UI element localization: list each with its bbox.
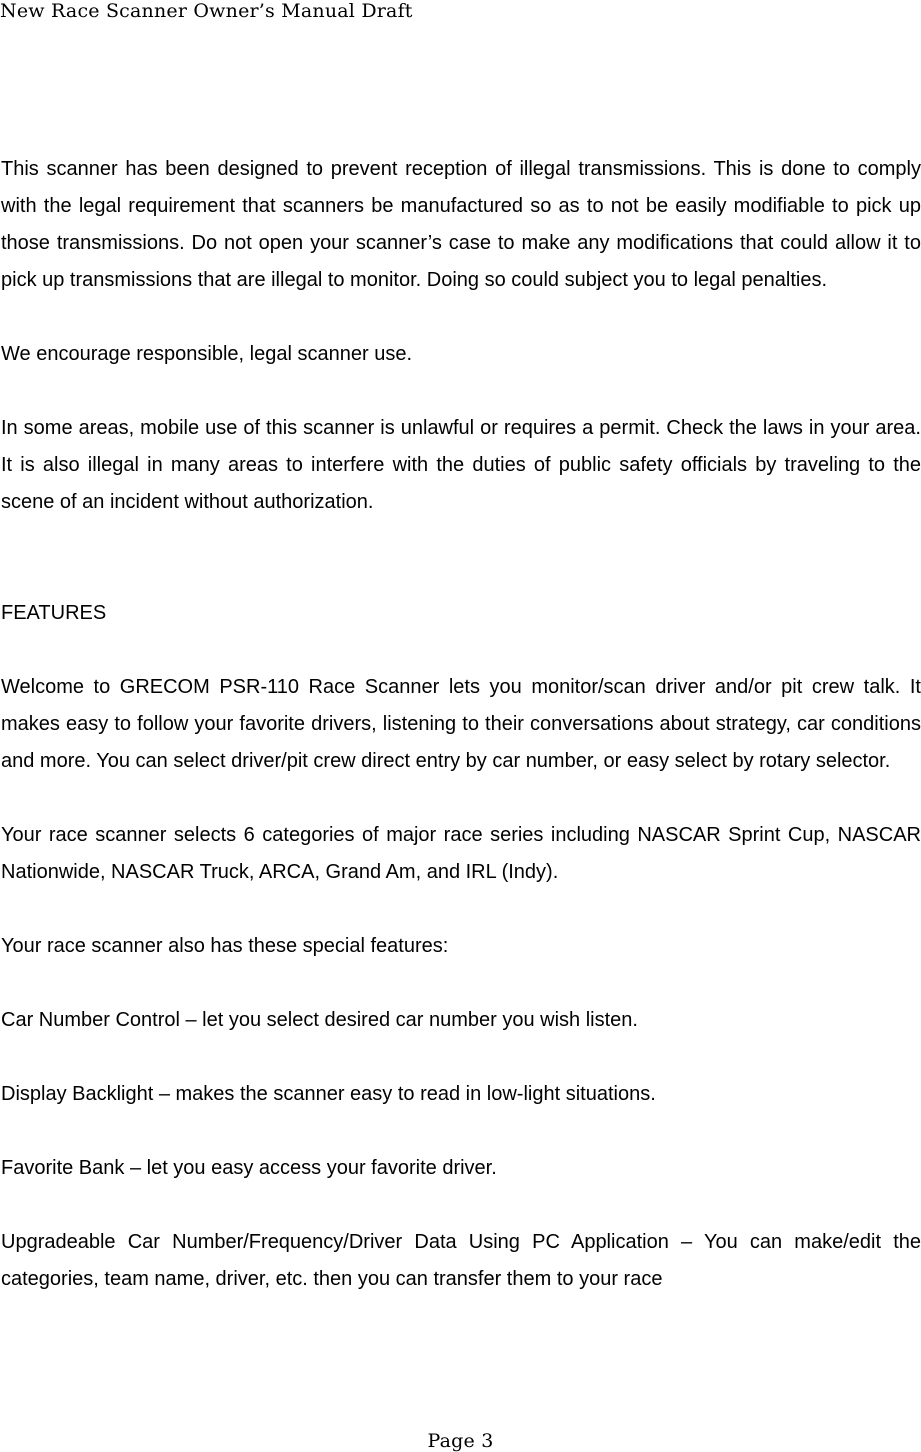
document-body (1, 151, 921, 1298)
spacer (1, 1187, 921, 1224)
welcome-paragraph: Welcome to GRECOM PSR-110 Race Scanner lets you monitor/scan driver and/or pit crew talk. It makes easy to follow your favorite drivers, listening to their conversations about strategy, car conditions and more. You can select driver/pit crew direct entry by car number, or easy select by rotary selector. (1, 676, 921, 772)
mobile-use-paragraph: In some areas, mobile use of this scanner is unlawful or requires a permit. Check the laws in your area. It is also illegal in many areas to interfere with the duties of public safety officials by traveling to the scene of an incident without authorization. (1, 417, 921, 513)
legal-notice-paragraph: This scanner has been designed to prevent reception of illegal transmissions. This is done to comply with the legal requirement that scanners be manufactured so as to not be easily modifiable to pick up those transmissions. Do not open your scanner’s case to make any modifications that could allow it to pick up transmissions that are illegal to monitor. Doing so could subject you to legal penalties. (1, 158, 921, 291)
feature-upgradeable-data: Upgradeable Car Number/Frequency/Driver Data Using PC Application – You can make/edit the categories, team name, driver, etc. then you can transfer them to your race (1, 1231, 921, 1290)
spacer (1, 1039, 921, 1076)
spacer (1, 891, 921, 928)
spacer (1, 373, 921, 410)
feature-favorite-bank: Favorite Bank – let you easy access your favorite driver. (1, 1157, 497, 1179)
spacer (1, 1113, 921, 1150)
spacer (1, 521, 921, 595)
feature-car-number-control: Car Number Control – let you select desired car number you wish listen. (1, 1009, 638, 1031)
special-features-intro: Your race scanner also has these special features: (1, 935, 449, 957)
document-header: New Race Scanner Owner’s Manual Draft (0, 0, 413, 22)
categories-paragraph: Your race scanner selects 6 categories of major race series including NASCAR Sprint Cup, NASCAR Nationwide, NASCAR Truck, ARCA, Grand Am, and IRL (Indy). (1, 824, 921, 883)
spacer (1, 299, 921, 336)
responsible-use-paragraph: We encourage responsible, legal scanner use. (1, 343, 412, 365)
page-number: Page 3 (427, 1430, 494, 1452)
spacer (1, 965, 921, 1002)
spacer (1, 632, 921, 669)
features-heading: FEATURES (1, 602, 107, 624)
spacer (1, 780, 921, 817)
feature-display-backlight: Display Backlight – makes the scanner easy to read in low-light situations. (1, 1083, 656, 1105)
